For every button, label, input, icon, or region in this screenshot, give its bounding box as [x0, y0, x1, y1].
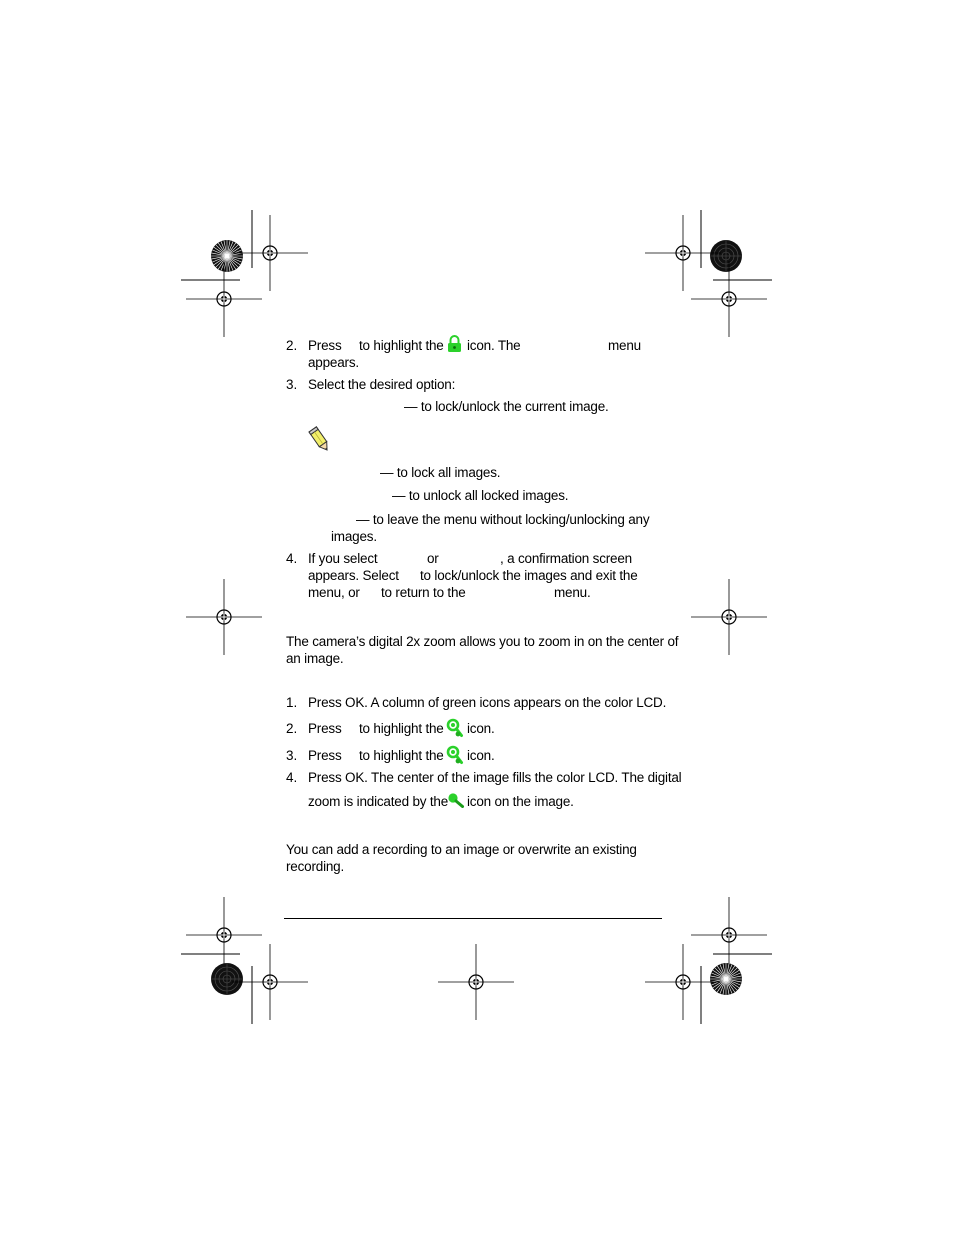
step-number: 3.: [286, 748, 298, 763]
step-text: to highlight the: [359, 748, 444, 763]
step-text: icon. The: [467, 338, 521, 353]
step-number: 3.: [286, 377, 298, 392]
step-text: zoom is indicated by the: [308, 794, 449, 809]
step-text: appears.: [308, 355, 359, 370]
step-text: Press: [308, 721, 342, 736]
step-number: 2.: [286, 721, 298, 736]
step-number: 4.: [286, 551, 298, 566]
pencil-note-icon: [308, 424, 332, 459]
zoom-icon: [446, 745, 464, 770]
magnifier-icon: [447, 792, 465, 813]
step-number: 2.: [286, 338, 298, 353]
option-text: images.: [331, 529, 377, 544]
step-text: Press OK. A column of green icons appears on the color LCD.: [308, 695, 667, 710]
footer-rule: [284, 918, 662, 919]
step-text: to highlight the: [359, 338, 444, 353]
paragraph: You can add a recording to an image or overwrite an existing: [286, 842, 637, 857]
step-text: icon.: [467, 721, 495, 736]
step-text: icon on the image.: [467, 794, 574, 809]
step-text: to highlight the: [359, 721, 444, 736]
paragraph: recording.: [286, 859, 345, 874]
lock-icon: [447, 335, 462, 358]
option-text: — to leave the menu without locking/unlocking any: [356, 512, 650, 527]
step-number: 4.: [286, 770, 298, 785]
step-text: menu, or: [308, 585, 360, 600]
option-text: — to lock all images.: [380, 465, 501, 480]
option-text: — to unlock all locked images.: [392, 488, 569, 503]
step-text: Press: [308, 338, 342, 353]
step-text: to lock/unlock the images and exit the: [420, 568, 638, 583]
paragraph: The camera’s digital 2x zoom allows you to zoom in on the center of: [286, 634, 679, 649]
step-text: , a confirmation screen: [500, 551, 632, 566]
step-text: icon.: [467, 748, 495, 763]
step-text: Press: [308, 748, 342, 763]
step-text: to return to the: [381, 585, 466, 600]
step-number: 1.: [286, 695, 298, 710]
step-text: or: [427, 551, 439, 566]
step-text: menu: [608, 338, 641, 353]
zoom-icon: [446, 718, 464, 743]
step-text: Select the desired option:: [308, 377, 456, 392]
paragraph: an image.: [286, 651, 344, 666]
option-text: — to lock/unlock the current image.: [404, 399, 609, 414]
step-text: Press OK. The center of the image fills the color LCD. The digital: [308, 770, 682, 785]
step-text: appears. Select: [308, 568, 399, 583]
step-text: If you select: [308, 551, 378, 566]
step-text: menu.: [554, 585, 591, 600]
